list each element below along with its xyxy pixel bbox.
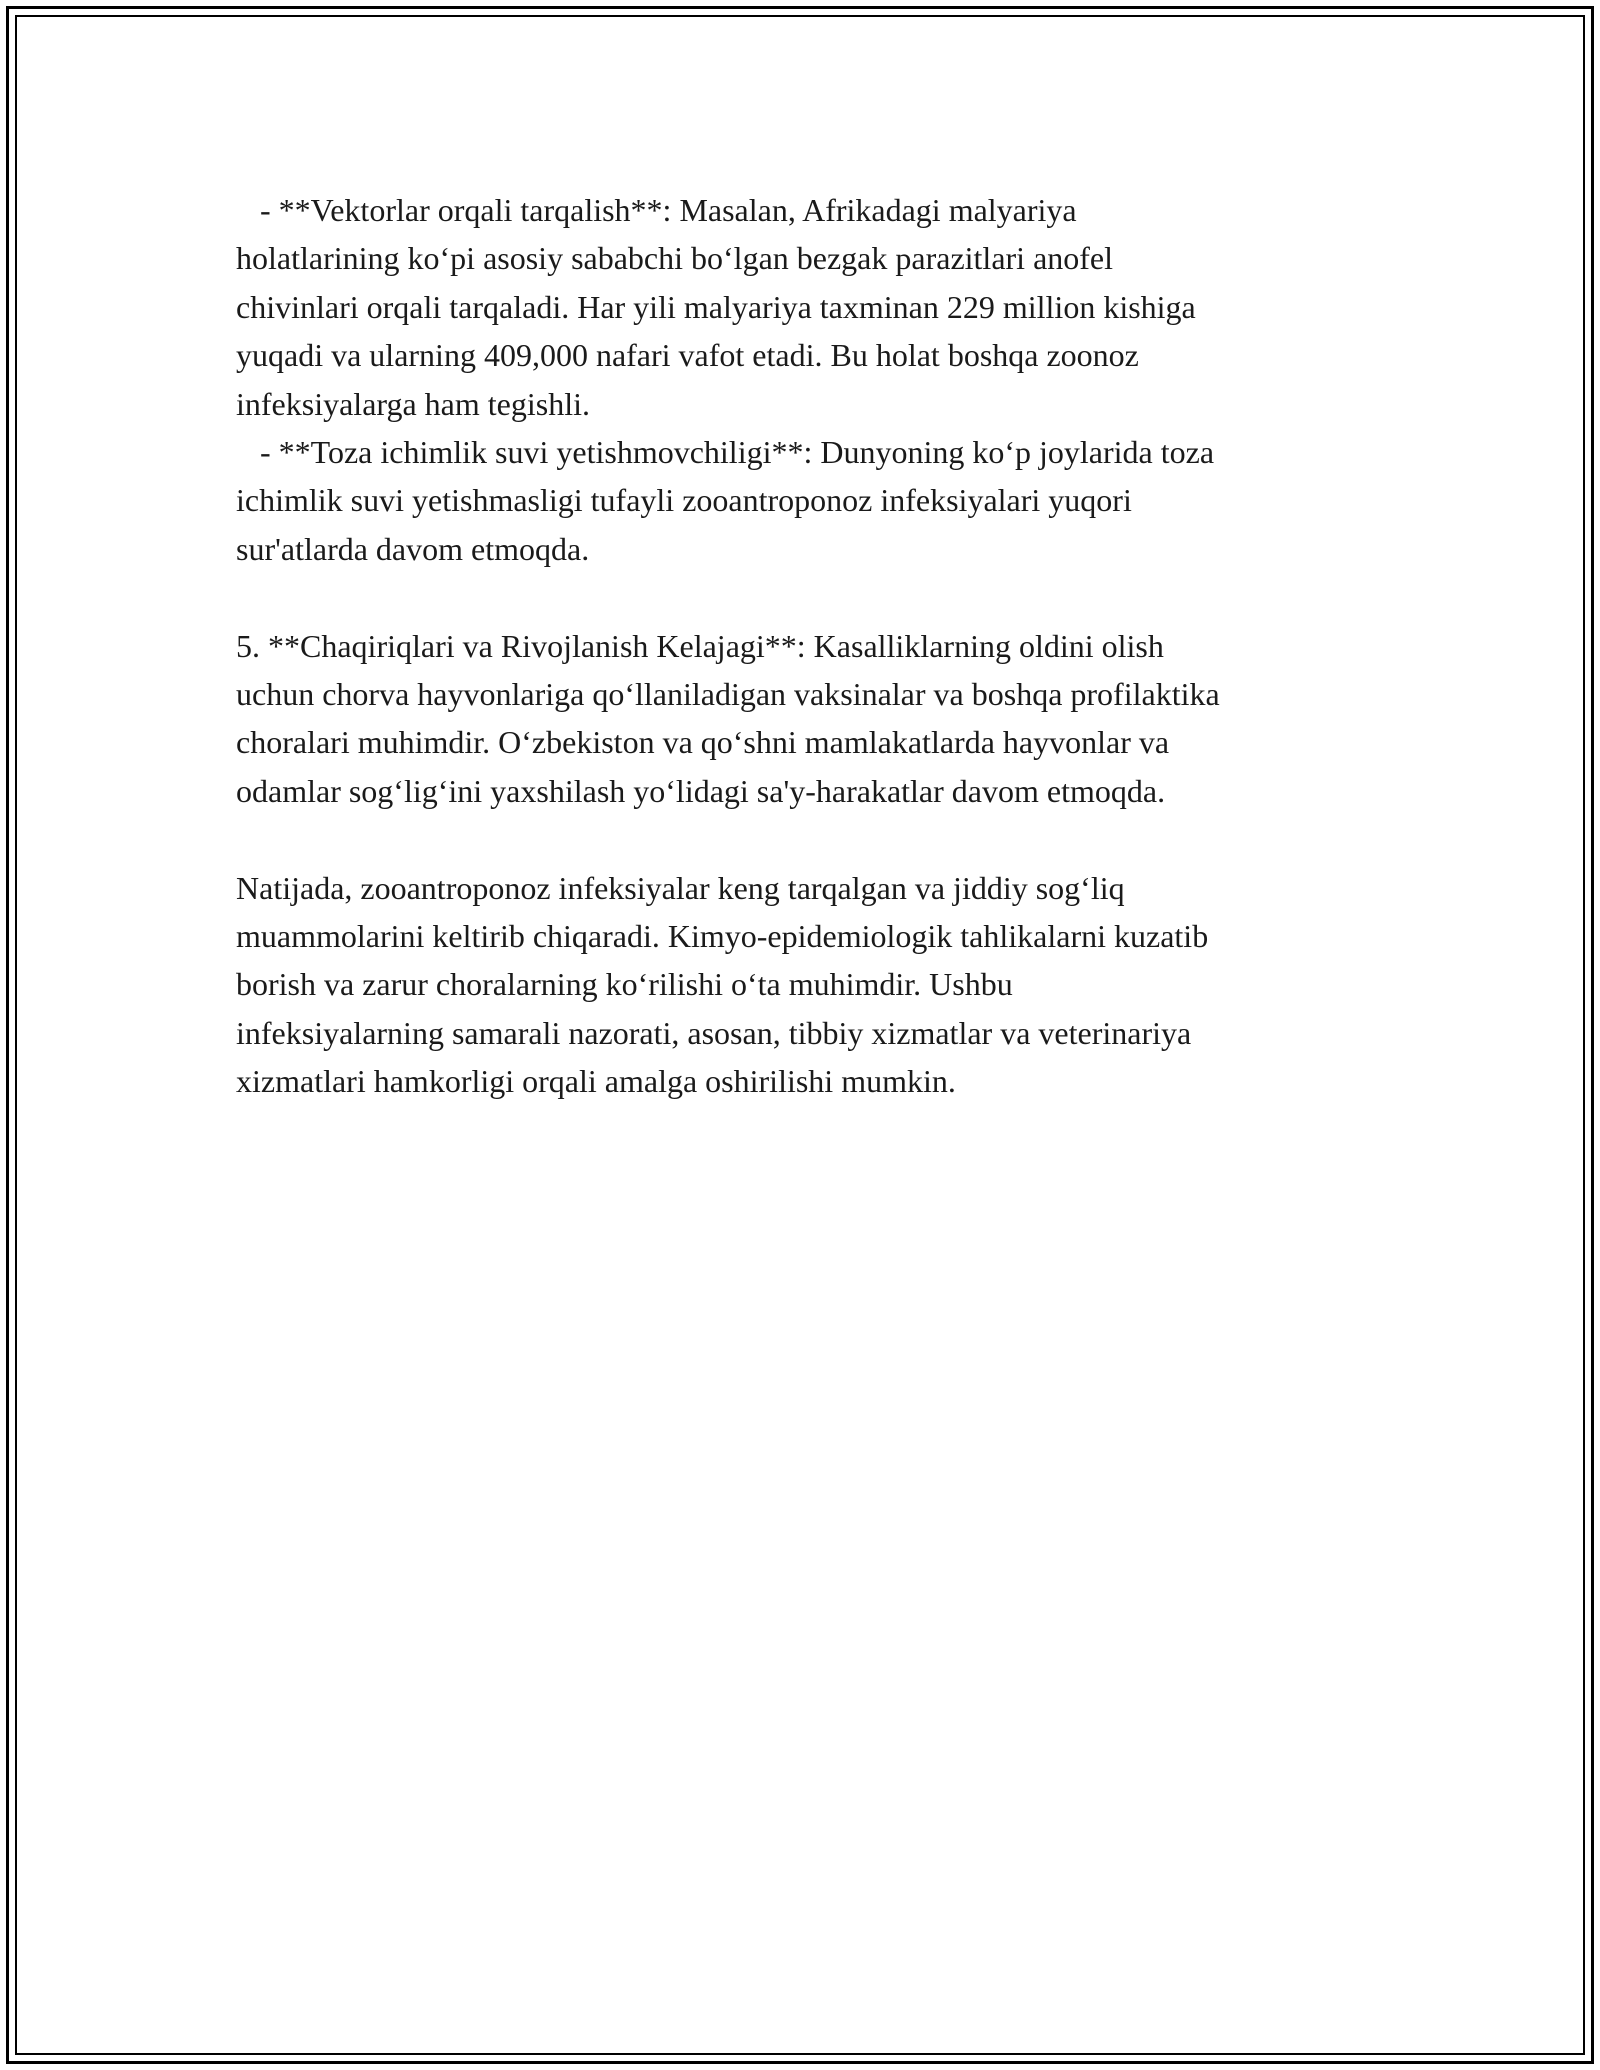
text-line: choralari muhimdir. O‘zbekiston va qo‘shni mamlakatlarda hayvonlar va bbox=[236, 724, 1170, 761]
paragraph-challenges-future bbox=[236, 622, 1406, 816]
text-line: chivinlari orqali tarqaladi. Har yili malyariya taxminan 229 million kishiga bbox=[236, 288, 1196, 325]
text-line: muammolarini keltirib chiqaradi. Kimyo-epidemiologik tahlikalarni kuzatib bbox=[236, 918, 1209, 955]
text-line: sur'atlarda davom etmoqda. bbox=[236, 530, 590, 567]
text-line: borish va zarur choralarning ko‘rilishi o‘ta muhimdir. Ushbu bbox=[236, 966, 1013, 1003]
paragraph-spacer bbox=[236, 815, 1406, 863]
paragraph-spacer bbox=[236, 573, 1406, 621]
text-line: odamlar sog‘lig‘ini yaxshilash yo‘lidagi sa'y-harakatlar davom etmoqda. bbox=[236, 772, 1166, 809]
paragraph-conclusion bbox=[236, 864, 1406, 1106]
text-line: uchun chorva hayvonlariga qo‘llaniladigan vaksinalar va boshqa profilaktika bbox=[236, 676, 1220, 713]
text-line: infeksiyalarning samarali nazorati, asosan, tibbiy xizmatlar va veterinariya bbox=[236, 1014, 1192, 1051]
text-line: holatlarining ko‘pi asosiy sababchi bo‘lgan bezgak parazitlari anofel bbox=[236, 240, 1114, 277]
paragraph-clean-water bbox=[236, 428, 1406, 573]
text-line: - **Toza ichimlik suvi yetishmovchiligi**: Dunyoning ko‘p joylarida toza bbox=[236, 434, 1215, 471]
text-line: infeksiyalarga ham tegishli. bbox=[236, 385, 590, 422]
text-line: - **Vektorlar orqali tarqalish**: Masalan, Afrikadagi malyariya bbox=[236, 192, 1077, 228]
paragraph-vector-transmission bbox=[236, 186, 1406, 428]
text-line: 5. **Chaqiriqlari va Rivojlanish Kelajagi**: Kasalliklarning oldini olish bbox=[236, 627, 1164, 664]
text-line: yuqadi va ularning 409,000 nafari vafot etadi. Bu holat boshqa zoonoz bbox=[236, 337, 1139, 374]
text-line: xizmatlari hamkorligi orqali amalga oshirilishi mumkin. bbox=[236, 1063, 956, 1100]
text-line: ichimlik suvi yetishmasligi tufayli zooantroponoz infeksiyalari yuqori bbox=[236, 482, 1132, 519]
document-body bbox=[236, 186, 1406, 1106]
text-line: Natijada, zooantroponoz infeksiyalar keng tarqalgan va jiddiy sog‘liq bbox=[236, 869, 1125, 906]
